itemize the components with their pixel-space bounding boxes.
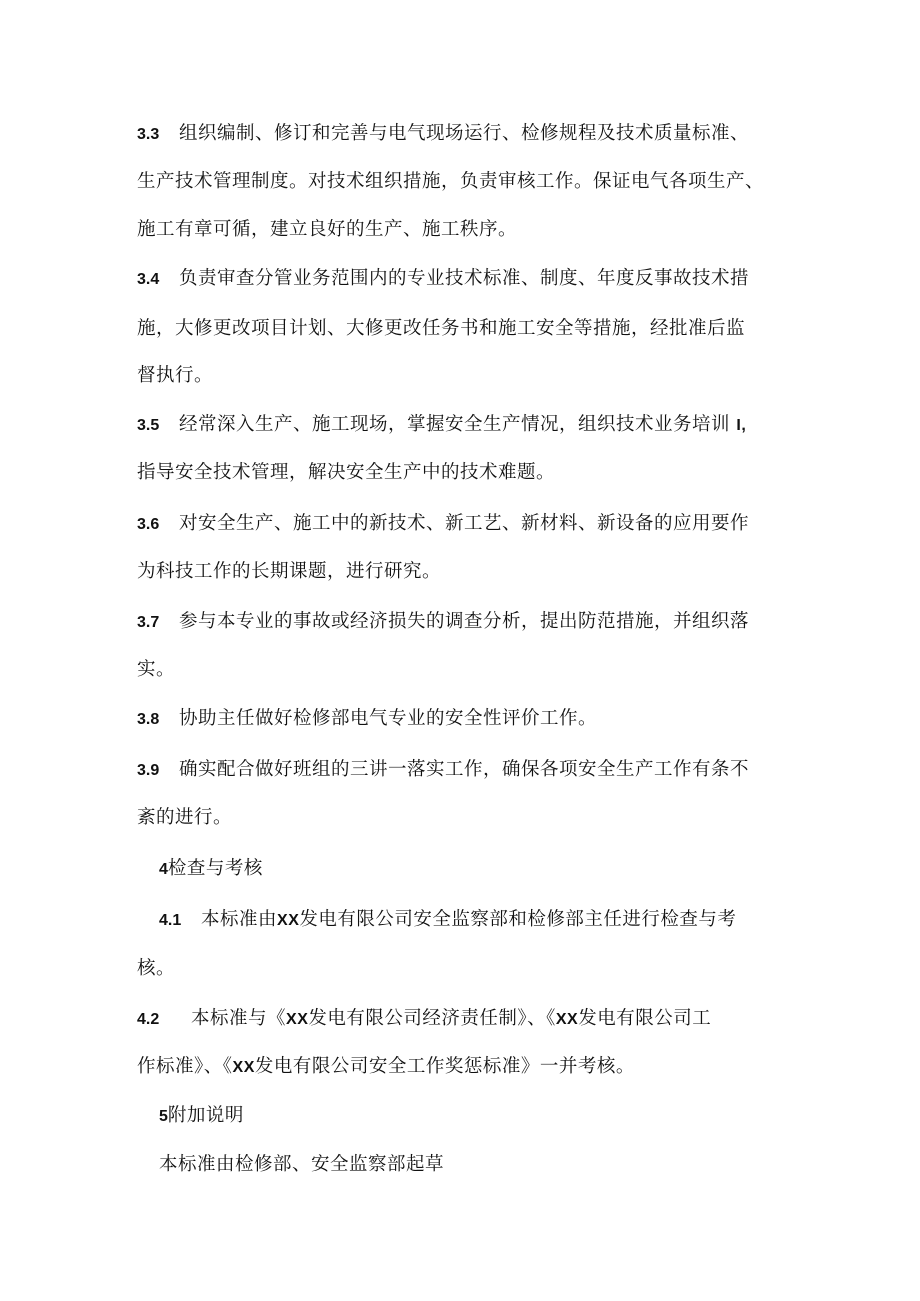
- para-3-5-line-2: [137, 460, 555, 486]
- heading-text: 附加说明: [167, 1105, 244, 1126]
- para-text: 本标准由: [201, 909, 278, 930]
- para-text: 核。: [137, 958, 176, 979]
- para-text: 对安全生产、施工中的新技术、新工艺、新材料、新设备的应用要作: [179, 513, 750, 534]
- heading-text: 检查与考核: [167, 858, 263, 879]
- company-placeholder: XX: [555, 1011, 579, 1028]
- section-number: 3.7: [137, 614, 160, 631]
- section-number: 4.1: [159, 912, 182, 929]
- para-text: 督执行。: [137, 365, 214, 386]
- section-number: 4: [159, 861, 168, 878]
- para-4-1-line-1: [159, 907, 736, 934]
- para-text: 生产技术管理制度。对技术组织措施，负责审核工作。保证电气各项生产、: [137, 171, 765, 192]
- para-3-9-line-2: [137, 805, 232, 831]
- para-3-4-line-1: [137, 266, 749, 293]
- section-number: 3.3: [137, 126, 160, 143]
- para-text: 为科技工作的长期课题，进行研究。: [137, 561, 442, 582]
- para-3-6-line-2: [137, 559, 441, 585]
- para-text: 经常深入生产、施工现场，掌握安全生产情况，组织技术业务培训: [179, 414, 731, 435]
- para-text: 负责审查分管业务范围内的专业技术标准、制度、年度反事故技术措: [179, 268, 750, 289]
- para-3-7-line-1: [137, 609, 749, 636]
- para-3-3-line-1: [137, 121, 749, 148]
- para-3-8-line-1: [137, 706, 597, 733]
- para-text: 本标准与《: [191, 1008, 287, 1029]
- para-3-5-line-1: [137, 412, 746, 439]
- company-placeholder: XX: [277, 912, 300, 929]
- company-placeholder: XX: [286, 1011, 309, 1028]
- heading-section-5: [159, 1103, 244, 1130]
- para-text: 发电有限公司安全工作奖惩标准》一并考核。: [254, 1056, 635, 1077]
- para-text: 确实配合做好班组的三讲一落实工作，确保各项安全生产工作有条不: [179, 759, 750, 780]
- para-3-4-line-3: [137, 363, 213, 389]
- para-4-1-line-2: [137, 956, 175, 982]
- para-3-3-line-3: [137, 217, 517, 243]
- para-text: 发电有限公司安全监察部和检修部主任进行检查与考: [299, 909, 737, 930]
- section-number: 3.8: [137, 711, 160, 728]
- para-text: 协助主任做好检修部电气专业的安全性评价工作。: [179, 708, 598, 729]
- company-placeholder: XX: [232, 1059, 255, 1076]
- closing-note: [159, 1152, 444, 1178]
- para-3-3-line-2: [137, 169, 764, 195]
- section-number: 3.9: [137, 762, 160, 779]
- para-text: 实。: [137, 659, 176, 680]
- para-text: 参与本专业的事故或经济损失的调查分析，提出防范措施，并组织落: [179, 611, 750, 632]
- para-text: 紊的进行。: [137, 807, 233, 828]
- para-text: 施工有章可循，建立良好的生产、施工秩序。: [137, 219, 518, 240]
- para-3-4-line-2: [137, 316, 745, 342]
- section-number: 3.5: [137, 417, 160, 434]
- para-3-7-line-2: [137, 657, 175, 683]
- para-4-2-line-2: [137, 1054, 635, 1081]
- para-4-2-line-1: [137, 1006, 711, 1033]
- para-trail: I,: [736, 417, 747, 434]
- para-text: 本标准由检修部、安全监察部起草: [159, 1154, 445, 1175]
- para-text: 组织编制、修订和完善与电气现场运行、检修规程及技术质量标准、: [179, 123, 750, 144]
- section-number: 3.4: [137, 271, 160, 288]
- para-text: 发电有限公司经济责任制》、《: [308, 1008, 556, 1029]
- para-text: 发电有限公司工: [578, 1008, 712, 1029]
- section-number: 4.2: [137, 1011, 160, 1028]
- para-text: 作标准》、《: [137, 1056, 233, 1077]
- para-3-9-line-1: [137, 757, 749, 784]
- para-text: 施，大修更改项目计划、大修更改任务书和施工安全等措施，经批准后监: [137, 318, 746, 339]
- section-number: 3.6: [137, 516, 160, 533]
- para-3-6-line-1: [137, 511, 749, 538]
- para-text: 指导安全技术管理，解决安全生产中的技术难题。: [137, 462, 556, 483]
- section-number: 5: [159, 1108, 168, 1125]
- heading-section-4: [159, 856, 263, 883]
